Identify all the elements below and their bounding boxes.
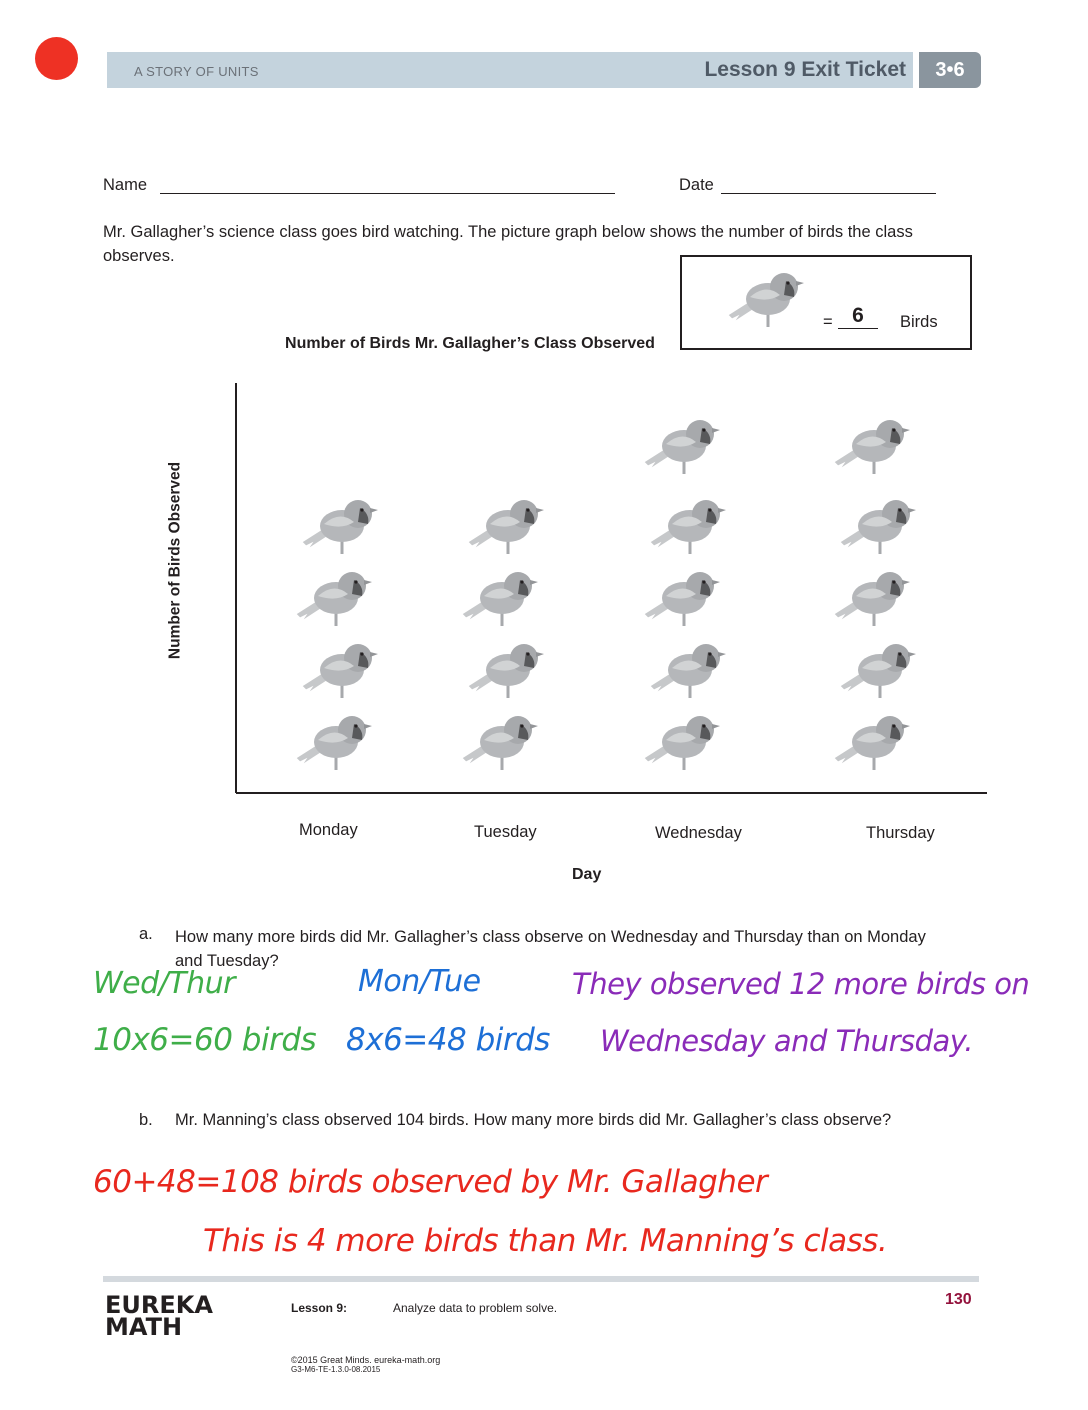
legend-equals: = — [823, 313, 833, 331]
date-label: Date — [679, 176, 714, 194]
answer-b-line2: This is 4 more birds than Mr. Manning’s class. — [203, 1223, 888, 1259]
name-label: Name — [103, 176, 148, 194]
page-number: 130 — [945, 1291, 972, 1308]
x-tick-label-thursday: Thursday — [866, 824, 935, 842]
footer-doc-code: G3-M6-TE-1.3.0-08.2015 — [291, 1365, 381, 1374]
bird-icon-monday-4 — [302, 500, 378, 554]
footer-copyright: ©2015 Great Minds. eureka-math.org — [291, 1355, 441, 1365]
chart-title: Number of Birds Mr. Gallagher’s Class Observed — [285, 335, 655, 352]
bird-icon-monday-3 — [296, 572, 372, 626]
bird-icon-thursday-4 — [840, 500, 916, 554]
answer-a-montue-title: Mon/Tue — [358, 964, 481, 999]
answer-b-line1: 60+48=108 birds observed by Mr. Gallagher — [93, 1164, 768, 1200]
bird-icon-wednesday-4 — [650, 500, 726, 554]
bird-icon-wednesday-3 — [644, 572, 720, 626]
footer-bar — [103, 1276, 979, 1282]
x-tick-label-wednesday: Wednesday — [655, 824, 742, 842]
bird-icon-wednesday-1 — [644, 716, 720, 770]
question-b-label: b. — [139, 1111, 153, 1129]
bird-icon-monday-2 — [302, 644, 378, 698]
legend-unit: Birds — [900, 313, 938, 331]
footer-lesson-desc: Analyze data to problem solve. — [393, 1301, 558, 1315]
bird-icon-tuesday-2 — [468, 644, 544, 698]
lesson-title: Lesson 9 Exit Ticket — [704, 58, 906, 81]
answer-a-wedthur-calc: 10x6=60 birds — [93, 1022, 317, 1058]
bird-icon-tuesday-4 — [468, 500, 544, 554]
y-axis-label: Number of Birds Observed — [166, 461, 184, 660]
question-b-text: Mr. Manning’s class observed 104 birds. How many more birds did Mr. Gallagher’s class observe? — [175, 1111, 892, 1129]
answer-a-montue-calc: 8x6=48 birds — [346, 1022, 550, 1058]
answer-a-wedthur-title: Wed/Thur — [93, 966, 235, 1001]
bird-icon-thursday-2 — [840, 644, 916, 698]
answer-a-conclusion-line2: Wednesday and Thursday. — [600, 1024, 973, 1058]
x-axis-label: Day — [572, 866, 602, 883]
bird-icon-monday-1 — [296, 716, 372, 770]
footer-lesson-label: Lesson 9: — [291, 1301, 348, 1315]
bird-icon-wednesday-5 — [644, 420, 720, 474]
series-title: A STORY OF UNITS — [134, 64, 259, 79]
bird-icon-tuesday-3 — [462, 572, 538, 626]
bird-icon-wednesday-2 — [650, 644, 726, 698]
bird-icon-tuesday-1 — [462, 716, 538, 770]
question-a-text: How many more birds did Mr. Gallagher’s class observe on Wednesday and Thursday than on Monday and Tuesday? — [175, 928, 926, 970]
bird-icon-thursday-1 — [834, 716, 910, 770]
x-tick-label-tuesday: Tuesday — [474, 823, 537, 841]
question-a-label: a. — [139, 925, 153, 943]
bird-icon-thursday-3 — [834, 572, 910, 626]
x-tick-label-monday: Monday — [299, 821, 358, 839]
bird-icon-thursday-5 — [834, 420, 910, 474]
answer-a-conclusion-line1: They observed 12 more birds on — [572, 967, 1030, 1001]
grade-badge: 3•6 — [919, 52, 981, 88]
eureka-math-logo: EUREKA MATH — [105, 1291, 213, 1341]
intro-text: Mr. Gallagher’s science class goes bird watching. The picture graph below shows the number of birds the class observes. — [103, 223, 913, 265]
legend-value: 6 — [852, 304, 864, 327]
